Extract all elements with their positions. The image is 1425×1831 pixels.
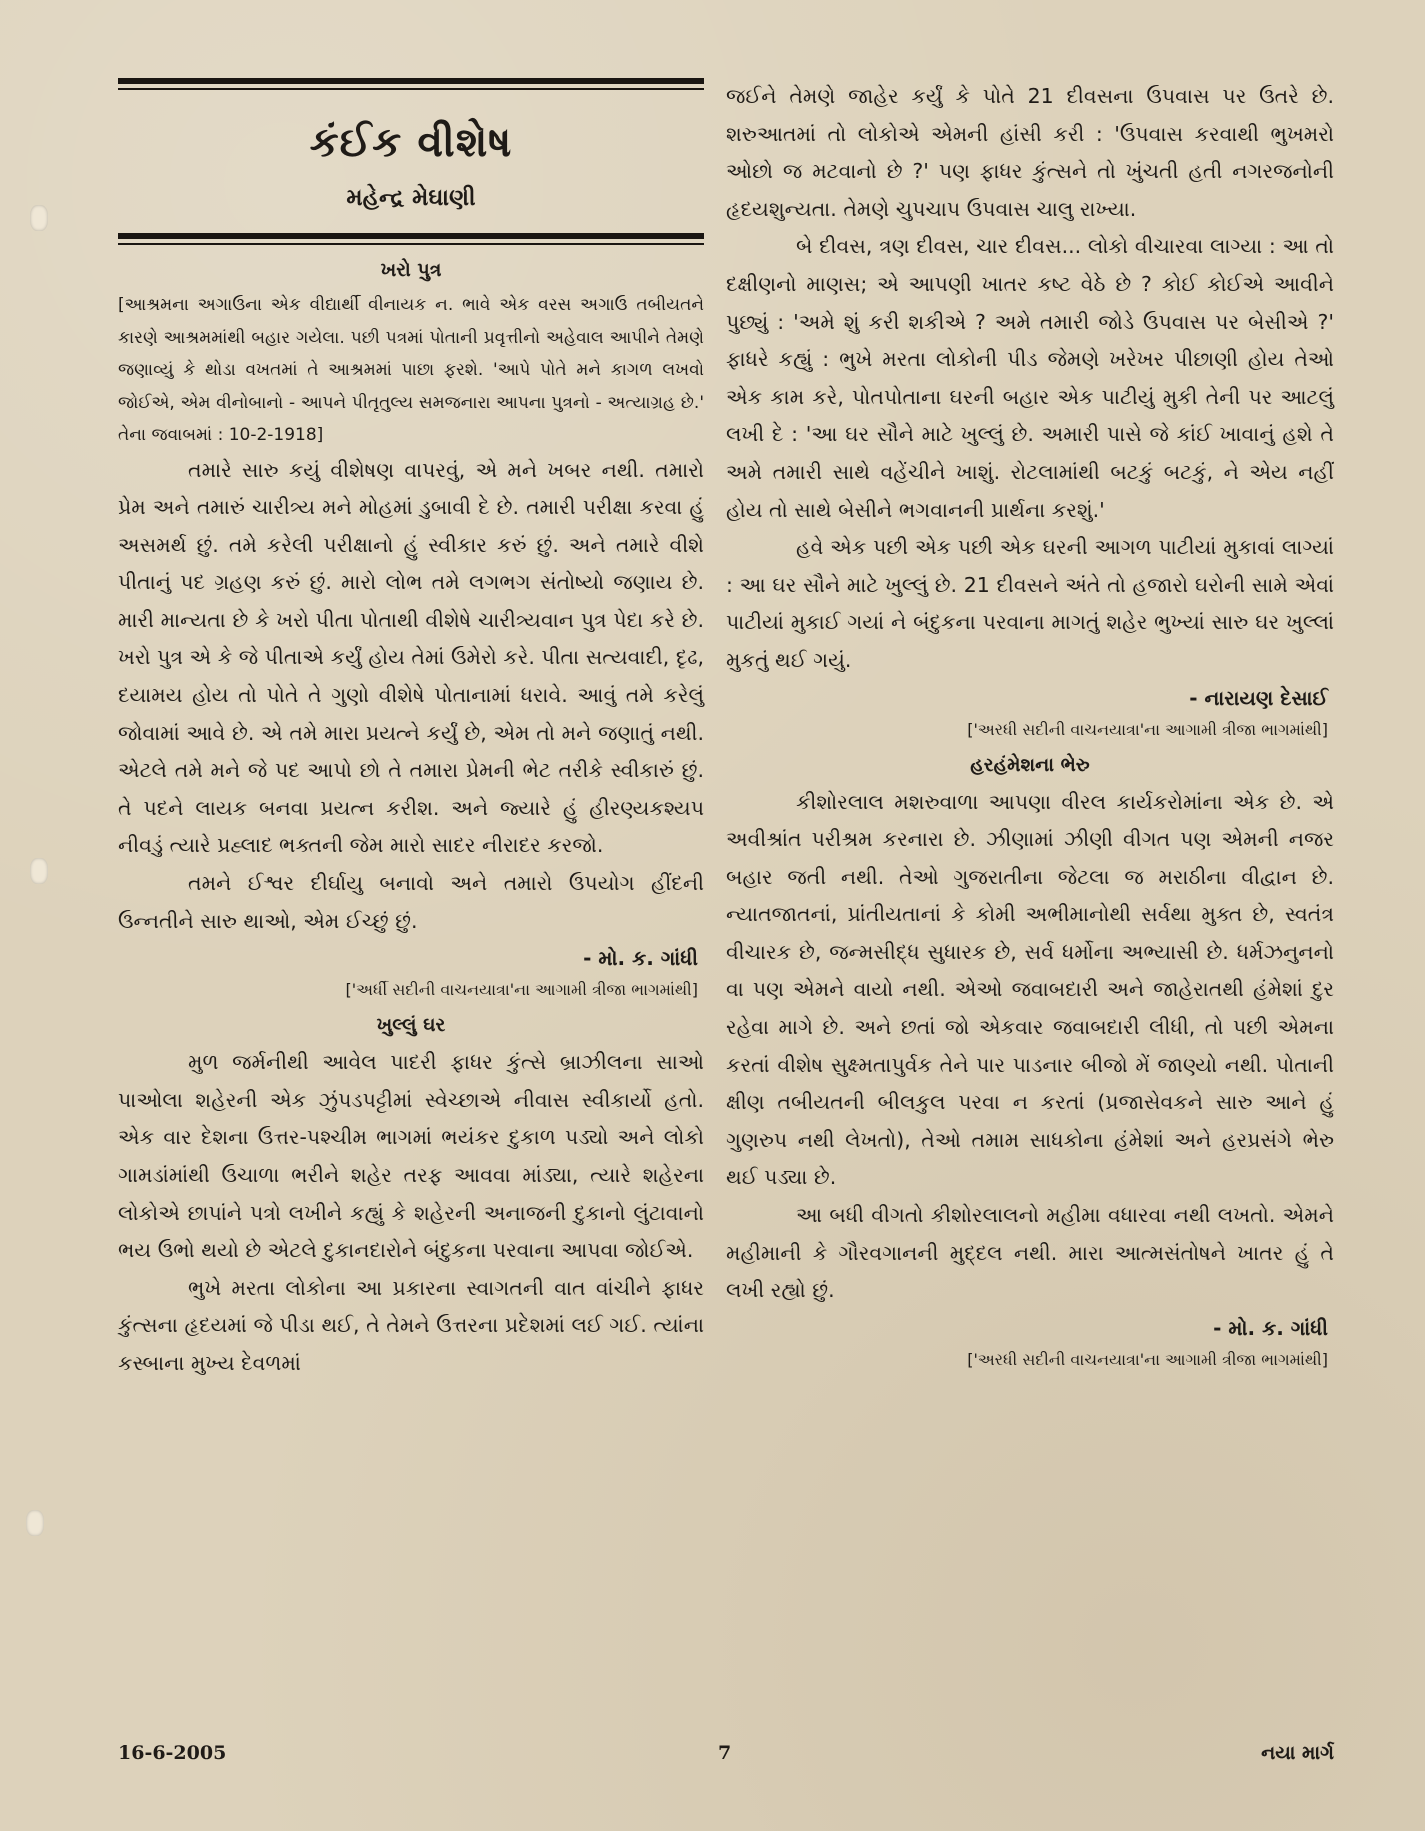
page-footer: [118, 1742, 1334, 1772]
masthead-rule-bottom-thin: [118, 243, 704, 245]
article-khullu-ghar: [118, 1014, 704, 1382]
article-source: ['અરધી સદીની વાચનયાત્રા'ના આગામી ત્રીજા ભાગમાંથી]: [967, 1349, 1328, 1369]
page-tear-mark: [30, 858, 48, 884]
masthead-rule-bottom: [118, 233, 704, 239]
article-harhameshna-bheru: [726, 754, 1334, 1370]
article-paragraph: બે દીવસ, ત્રણ દીવસ, ચાર દીવસ... લોકો વીચારવા લાગ્યા : આ તો દક્ષીણનો માણસ; એ આપણી ખાતર કષ્ટ વેઠે છે ? કોઈ કોઈએ આવીને પુછ્યું : 'અમે શું કરી શકીએ ? અમે તમારી જોડે ઉપવાસ પર બેસીએ ?' ફાધરે કહ્યું : ભુખે મરતા લોકોની પીડ જેમણે ખરેખર પીછાણી હોય તેઓ એક કામ કરે, પોતપોતાના ઘરની બહાર એક પાટીયું મુકી તેની પર આટલું લખી દે : 'આ ઘર સૌને માટે ખુલ્લું છે. અમારી પાસે જે કાંઈ ખાવાનું હશે તે અમે તમારી સાથે વહેંચીને ખાશું. રોટલામાંથી બટકું બટકું, ને એય નહીં હોય તો સાથે બેસીને ભગવાનની પ્રાર્થના કરશું.': [726, 234, 1334, 522]
article-paragraph: જઈને તેમણે જાહેર કર્યું કે પોતે 21 દીવસના ઉપવાસ પર ઉતરે છે. શરુઆતમાં તો લોકોએ એમની હાંસી કરી : 'ઉપવાસ કરવાથી ભુખમરો ઓછો જ મટવાનો છે ?' પણ ફાધર કુંત્સને તો ખુંચતી હતી નગરજનોની હૃદયશુન્યતા. તેમણે ચુપચાપ ઉપવાસ ચાલુ રાખ્યા.: [726, 84, 1334, 221]
article-signature: - મો. ક. ગાંધી: [583, 946, 698, 971]
article-title: ખરો પુત્ર: [380, 259, 442, 281]
article-khullu-ghar-continued: [726, 78, 1334, 740]
page-number: 7: [718, 1742, 732, 1764]
article-paragraph: હવે એક પછી એક પછી એક ઘરની આગળ પાટીયાં મુકાવાં લાગ્યાં : આ ઘર સૌને માટે ખુલ્લું છે. 21 દીવસને અંતે તો હજારો ઘરોની સામે એવાં પાટીયાં મુકાઈ ગયાં ને બંદુકના પરવાના માગતું શહેર ભુખ્યાં સારુ ઘર ખુલ્લાં મુકતું થઈ ગયું.: [726, 535, 1334, 672]
article-paragraph: તમને ઈશ્વર દીર્ઘાયુ બનાવો અને તમારો ઉપયોગ હીંદની ઉન્નતીને સારુ થાઓ, એમ ઈચ્છું છું.: [118, 871, 704, 933]
page-tear-mark: [26, 1510, 44, 1536]
column-title: કંઈક વીશેષ: [309, 118, 513, 166]
article-paragraph: કીશોરલાલ મશરુવાળા આપણા વીરલ કાર્યકરોમાંના એક છે. એ અવીશ્રાંત પરીશ્રમ કરનારા છે. ઝીણામાં ઝીણી વીગત પણ એમની નજર બહાર જતી નથી. તેઓ ગુજરાતીના જેટલા જ મરાઠીના વીદ્વાન છે. ન્યાતજાતનાં, પ્રાંતીયતાનાં કે કોમી અભીમાનોથી સર્વથા મુક્ત છે, સ્વતંત્ર વીચારક છે, જન્મસીદ્ધ સુધારક છે, સર્વ ધર્મોના અભ્યાસી છે. ધર્મઝનુનનો વા પણ એમને વાયો નથી. એઓ જવાબદારી અને જાહેરાતથી હંમેશાં દુર રહેવા માગે છે. અને છતાં જો એકવાર જવાબદારી લીધી, તો પછી એમના કરતાં વીશેષ સુક્ષ્મતાપુર્વક તેને પાર પાડનાર બીજો મેં જાણ્યો નથી. પોતાની ક્ષીણ તબીયતની બીલકુલ પરવા ન કરતાં (પ્રજાસેવકને સારુ આને હું ગુણરુપ નથી લેખતો), તેઓ તમામ સાધકોના હંમેશાં અને હરપ્રસંગે ભેરુ થઈ પડ્યા છે.: [726, 789, 1334, 1190]
article-kharo-putra: [118, 259, 704, 1000]
article-title: ખુલ્લું ઘર: [376, 1014, 446, 1037]
article-source: ['અર્ધી સદીની વાચનયાત્રા'ના આગામી ત્રીજા ભાગમાંથી]: [345, 980, 698, 1000]
article-signature: - નારાયણ દેસાઈ: [1189, 685, 1328, 710]
article-signature: - મો. ક. ગાંધી: [1213, 1315, 1328, 1340]
issue-date: 16-6-2005: [118, 1742, 227, 1764]
article-paragraph: મુળ જર્મનીથી આવેલ પાદરી ફાધર કુંત્સે બ્રાઝીલના સાઓ પાઓલા શહેરની એક ઝુંપડપટ્ટીમાં સ્વેચ્છાએ નીવાસ સ્વીકાર્યો હતો. એક વાર દેશના ઉત્તર-પશ્ચીમ ભાગમાં ભયંકર દુકાળ પડ્યો અને લોકો ગામડાંમાંથી ઉચાળા ભરીને શહેર તરફ આવવા માંડ્યા, ત્યારે શહેરના લોકોએ છાપાંને પત્રો લખીને કહ્યું કે શહેરની અનાજની દુકાનો લુંટાવાનો ભય ઉભો થયો છે એટલે દુકાનદારોને બંદુકના પરવાના આપવા જોઈએ.: [118, 1050, 704, 1263]
article-intro: [આશ્રમના અગાઉના એક વીદ્યાર્થી વીનાયક ન. ભાવે એક વરસ અગાઉ તબીયતને કારણે આશ્રમમાંથી બહાર ગયેલા. પછી પત્રમાં પોતાની પ્રવૃત્તીનો અહેવાલ આપીને તેમણે જણાવ્યું કે થોડા વખતમાં તે આશ્રમમાં પાછા ફરશે. 'આપે પોતે મને કાગળ લખવો જોઈએ, એમ વીનોબાનો - આપને પીતૃતુલ્ય સમજનારા આપના પુત્રનો - અત્યાગ્રહ છે.' તેના જવાબમાં : 10-2-1918]: [118, 295, 704, 445]
article-paragraph: ભુખે મરતા લોકોના આ પ્રકારના સ્વાગતની વાત વાંચીને ફાધર કુંત્સના હૃદયમાં જે પીડા થઈ, તે તેમને ઉત્તરના પ્રદેશમાં લઈ ગઈ. ત્યાંના કસ્બાના મુખ્ય દેવળમાં: [118, 1275, 704, 1375]
right-column: [726, 78, 1334, 1378]
page-tear-mark: [30, 205, 48, 231]
column-author: મહેન્દ્ર મેઘાણી: [346, 185, 476, 211]
article-paragraph: આ બધી વીગતો કીશોરલાલનો મહીમા વધારવા નથી લખતો. એમને મહીમાની કે ગૌરવગાનની મુદ્દલ નથી. મારા આત્મસંતોષને ખાતર હું તે લખી રહ્યો છું.: [726, 1203, 1334, 1303]
article-title: હરહંમેશના ભેરુ: [970, 753, 1090, 776]
article-source: ['અરધી સદીની વાચનયાત્રા'ના આગામી ત્રીજા ભાગમાંથી]: [967, 719, 1328, 739]
article-paragraph: તમારે સારુ કયું વીશેષણ વાપરવું, એ મને ખબર નથી. તમારો પ્રેમ અને તમારું ચારીત્ર્ય મને મોહમાં ડુબાવી દે છે. તમારી પરીક્ષા કરવા હું અસમર્થ છું. તમે કરેલી પરીક્ષાનો હું સ્વીકાર કરું છું. અને તમારે વીશે પીતાનું પદ ગ્રહણ કરું છું. મારો લોભ તમે લગભગ સંતોષ્યો જણાય છે. મારી માન્યતા છે કે ખરો પીતા પોતાથી વીશેષે ચારીત્ર્યવાન પુત્ર પેદા કરે છે. ખરો પુત્ર એ કે જે પીતાએ કર્યું હોય તેમાં ઉમેરો કરે. પીતા સત્યવાદી, દૃઢ, દયામય હોય તો પોતે તે ગુણો વીશેષે પોતાનામાં ધરાવે. આવું તમે કરેલું જોવામાં આવે છે. એ તમે મારા પ્રયત્ને કર્યું છે, એમ તો મને જણાતું નથી. એટલે તમે મને જે પદ આપો છો તે તમારા પ્રેમની ભેટ તરીકે સ્વીકારું છું. તે પદને લાયક બનવા પ્રયત્ન કરીશ. અને જ્યારે હું હીરણ્યકશ્યપ નીવડું ત્યારે પ્રહ્લાદ ભક્તની જેમ મારો સાદર નીરાદર કરજો.: [118, 457, 704, 858]
left-column: [118, 78, 704, 1383]
masthead-rule-top: [118, 78, 704, 84]
masthead-rule-top-thin: [118, 88, 704, 90]
publication-name: નયા માર્ગ: [1261, 1742, 1334, 1764]
